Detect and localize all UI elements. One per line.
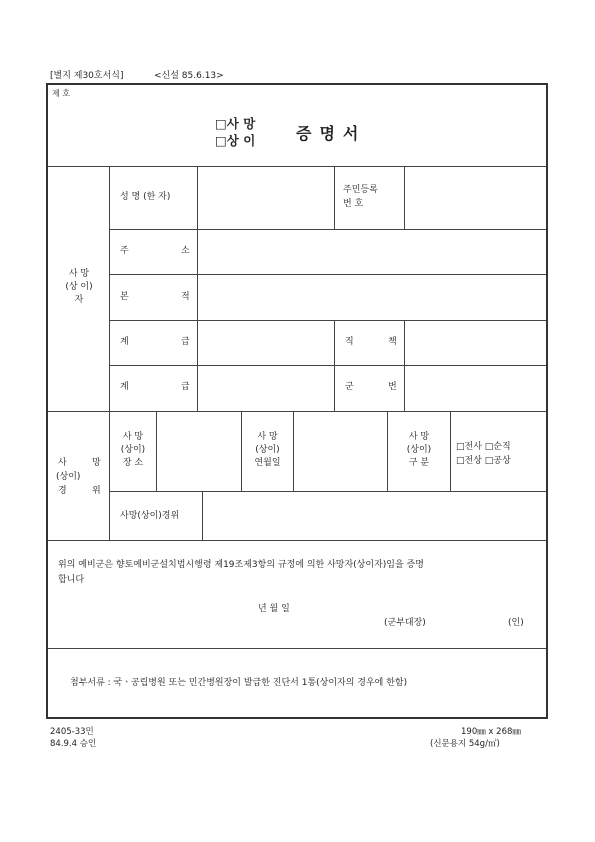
divider-row4: [109, 365, 546, 366]
divider-circ-mid: [109, 491, 546, 492]
position-label-b: 책: [388, 337, 397, 347]
name-label: 성 명 (한 자): [120, 192, 171, 202]
divider-row2: [109, 274, 546, 275]
title-option-death: □사 망: [215, 116, 256, 131]
service-number-label-b: 번: [388, 382, 397, 392]
service-number-label-a: 군: [345, 382, 354, 392]
date-label: 사 망 (상이) 연월일: [254, 432, 281, 468]
title-option-injury: □상 이: [215, 133, 256, 148]
history-label: 사망(상이)경위: [120, 511, 180, 521]
certificate-form: [46, 83, 548, 719]
col-date-value: [293, 411, 294, 491]
divider-title: [48, 166, 546, 167]
certification-date: 년 월 일: [258, 604, 290, 614]
origin-label-a: 본: [120, 292, 129, 302]
circumstance-section-label: 사 망 (상이) 경 위: [56, 458, 101, 496]
form-reference: [별지 제30호서식]: [50, 71, 124, 81]
address-label-a: 주: [120, 246, 129, 256]
attachment-note: 첨부서류 : 국ㆍ공립병원 또는 민간병원장이 발급한 진단서 1통(상이자의 경우에 한함): [70, 678, 408, 688]
document-number-label: 제 호: [52, 89, 70, 98]
divider-row1: [109, 229, 546, 230]
col-resident-value: [404, 166, 405, 229]
rank-label-b: 급: [181, 337, 190, 347]
col-position-value: [404, 320, 405, 411]
rank2-label-b: 급: [181, 382, 190, 392]
divider-row3: [109, 320, 546, 321]
person-section-label: 사 망 (상 이) 자: [65, 269, 93, 305]
rank-label-a: 계: [120, 337, 129, 347]
form-code: 2405-33민: [50, 727, 94, 737]
address-label-b: 소: [181, 246, 190, 256]
col-field-value: [197, 166, 198, 411]
col-position-label: [334, 320, 335, 411]
divider-cert-end: [48, 648, 546, 649]
col-type-value: [450, 411, 451, 491]
origin-label-b: 적: [181, 292, 190, 302]
col-resident-label: [334, 166, 335, 229]
position-label-a: 직: [345, 337, 354, 347]
col-history-value: [202, 491, 203, 540]
resident-number-label: 주민등록 번 호: [343, 185, 378, 209]
paper-size: 190㎜ x 268㎜: [461, 727, 521, 737]
divider-circ-end: [48, 540, 546, 541]
type-label: 사 망 (상이) 구 분: [406, 432, 432, 468]
paper-weight: (신문용지 54g/㎡): [430, 739, 500, 749]
col-place-value: [156, 411, 157, 491]
rank2-label-a: 계: [120, 382, 129, 392]
document-title: 증명서: [296, 124, 367, 143]
certification-seal: (인): [508, 618, 524, 628]
approval-date: 84.9.4 승인: [50, 739, 97, 749]
type-options[interactable]: □전사 □순직 □전상 □공상: [456, 442, 511, 466]
divider-person-end: [48, 411, 546, 412]
col-person-label: [109, 166, 110, 540]
enactment-note: <신설 85.6.13>: [154, 71, 224, 81]
place-label: 사 망 (상이) 장 소: [120, 432, 146, 468]
certification-statement: 위의 예비군은 향토예비군설치법시행령 제19조제3항의 규정에 의한 사망자(상이자)임을 증명 합니다: [58, 560, 424, 585]
certification-signer: (군부대장): [384, 618, 426, 628]
